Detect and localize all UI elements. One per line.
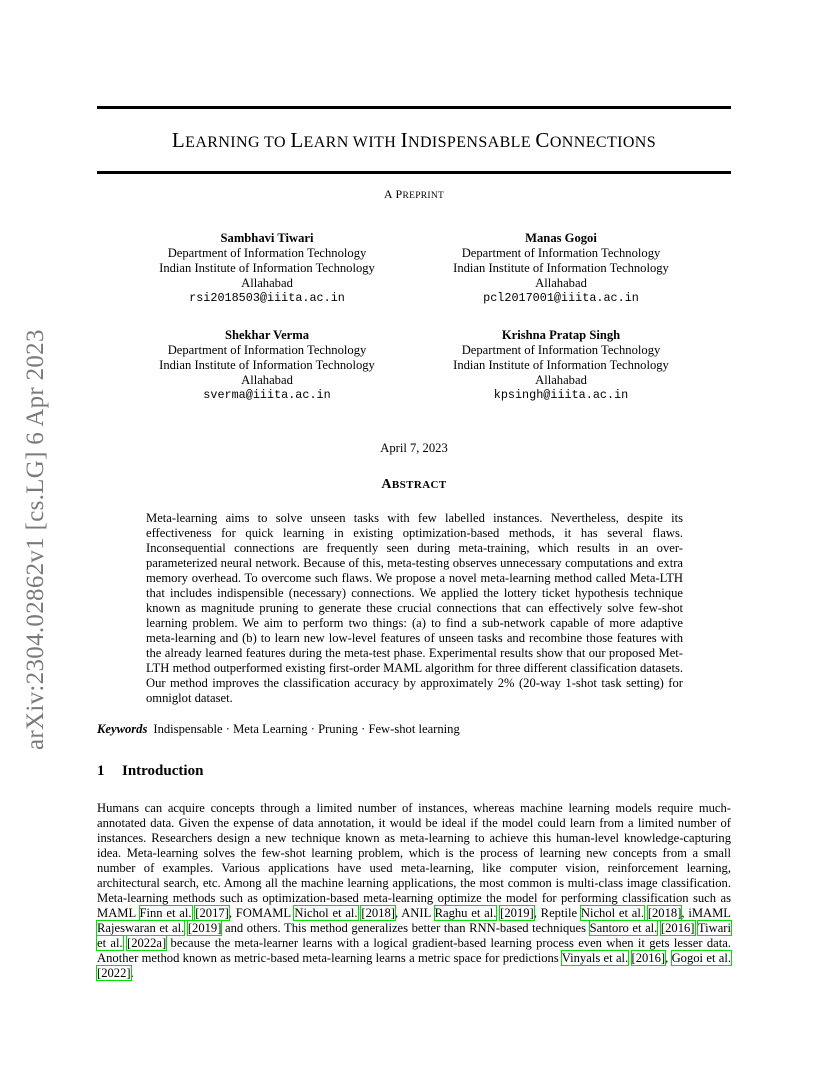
title-word-2: LEARN WITH [290, 128, 401, 152]
author-inst: Indian Institute of Information Technology [159, 358, 375, 372]
author-inst: Indian Institute of Information Technology [453, 261, 669, 275]
author-name: Sambhavi Tiwari [220, 231, 314, 245]
author-email[interactable]: pcl2017001@iiita.ac.in [483, 291, 639, 305]
author-block [421, 231, 701, 306]
section-title: Introduction [122, 763, 204, 779]
author-dept: Department of Information Technology [461, 343, 661, 357]
citation-year-link[interactable]: [2018] [361, 906, 395, 920]
author-dept: Department of Information Technology [167, 343, 367, 357]
citation-year-link[interactable]: [2016] [631, 951, 666, 965]
preprint-label: A PREPRINT [383, 187, 445, 201]
citation-year-link[interactable]: [2017] [195, 906, 229, 920]
citation-year-link[interactable]: [2019] [187, 921, 222, 935]
author-city: Allahabad [535, 276, 587, 290]
citation-link[interactable]: Santoro et al. [589, 921, 658, 935]
intro-paragraph: Humans can acquire concepts through a limited number of instances, whereas machine learning models require much-annotated data. Given the expense of data annotation, it would be ideal if the model could learn from a limited number of instances. Researchers design a new technique known as meta-learning to achieve this human-level knowledge-capturing idea. Meta-learning solves the few-shot learning problem, which is the process of learning new concepts from a small number of examples. Various applications have used meta-learning, like computer vision, reinforcement learning, architectural search, etc. Among all the machine learning applications, the most common is multi-class image classification. Meta-learning methods such as optimization-based meta-learning optimize the model for performing classification such as MAML Finn et al. [2017], FOMAML Nichol et al. [2018], ANIL Raghu et al. [2019], Reptile Nichol et al. [2018], iMAML Rajeswaran et al. [2019] and others. This method generalizes better than RNN-based techniques Santoro et al. [2016] Tiwari et al. [2022a] because the meta-learner learns with a logical gradient-based learning process even when it gets lesser data. Another method known as metric-based meta-learning learns a metric space for predictions Vinyals et al. [2016], Gogoi et al. [2022]. [97, 801, 732, 980]
keywords-line [97, 722, 731, 737]
keywords-list: Indispensable · Meta Learning · Pruning · Few-shot learning [153, 722, 460, 736]
citation-link[interactable]: Raghu et al. [434, 906, 497, 920]
author-city: Allahabad [241, 373, 293, 387]
title-rule-bottom [97, 171, 731, 174]
citation-link[interactable]: Nichol et al. [294, 906, 358, 920]
citation-year-link[interactable]: [2019] [500, 906, 534, 920]
author-block [127, 328, 407, 403]
citation-link[interactable]: Tiwari et al. [97, 921, 731, 950]
author-block [421, 328, 701, 403]
citation-year-link[interactable]: [2022] [97, 966, 131, 980]
author-name: Shekhar Verma [224, 328, 310, 342]
citation-link[interactable]: Gogoi et al. [671, 951, 732, 965]
citation-link[interactable]: Vinyals et al. [561, 951, 629, 965]
author-dept: Department of Information Technology [461, 246, 661, 260]
title-rule-top [97, 106, 731, 109]
author-block [127, 231, 407, 306]
author-inst: Indian Institute of Information Technology [453, 358, 669, 372]
paper-title [97, 128, 731, 153]
title-word-3: INDISPENSABLE [400, 128, 536, 152]
citation-link[interactable]: Nichol et al. [580, 906, 645, 920]
citation-link[interactable]: Rajeswaran et al. [97, 921, 185, 935]
citation-year-link[interactable]: [2022a] [127, 936, 167, 950]
title-word-4: CONNECTIONS [535, 128, 657, 152]
author-city: Allahabad [535, 373, 587, 387]
citation-year-link[interactable]: [2018] [647, 906, 682, 920]
author-email[interactable]: kpsingh@iiita.ac.in [493, 388, 629, 402]
section-number: 1 [97, 763, 105, 779]
keywords-label: Keywords [97, 722, 148, 736]
author-email[interactable]: sverma@iiita.ac.in [203, 388, 331, 402]
author-dept: Department of Information Technology [167, 246, 367, 260]
paper-date: April 7, 2023 [380, 441, 448, 455]
author-city: Allahabad [241, 276, 293, 290]
citation-link[interactable]: Finn et al. [139, 906, 192, 920]
author-inst: Indian Institute of Information Technology [159, 261, 375, 275]
author-name: Krishna Pratap Singh [501, 328, 621, 342]
title-word-1: LEARNING TO [171, 128, 291, 152]
arxiv-identifier: arXiv:2304.02862v1 [cs.LG] 6 Apr 2023 [22, 329, 49, 750]
author-email[interactable]: rsi2018503@iiita.ac.in [189, 291, 345, 305]
abstract-text: Meta-learning aims to solve unseen tasks with few labelled instances. Nevertheless, despite its effectiveness for quick learning in existing optimization-based methods, it has several flaws. Inconsequential connections are frequently seen during meta-training, which results in an over-parameterized neural network. Because of this, meta-testing observes unnecessary computations and extra memory overhead. To overcome such flaws. We propose a novel meta-learning method called Meta-LTH that includes indispensible (necessary) connections. We applied the lottery ticket hypothesis technique known as magnitude pruning to generate these crucial connections that can effectively solve few-shot learning problem. We aim to perform two things: (a) to find a sub-network capable of more adaptive meta-learning and (b) to learn new low-level features of unseen tasks and recombine those features with the already learned features during the meta-test phase. Experimental results show that our proposed Met-LTH method outperformed existing first-order MAML algorithm for three different classification datasets. Our method improves the classification accuracy by approximately 2% (20-way 1-shot task setting) for omniglot dataset. [146, 511, 683, 705]
section-heading [97, 763, 203, 780]
author-name: Manas Gogoi [525, 231, 597, 245]
citation-year-link[interactable]: [2016] [660, 921, 695, 935]
abstract-heading: ABSTRACT [381, 477, 447, 492]
